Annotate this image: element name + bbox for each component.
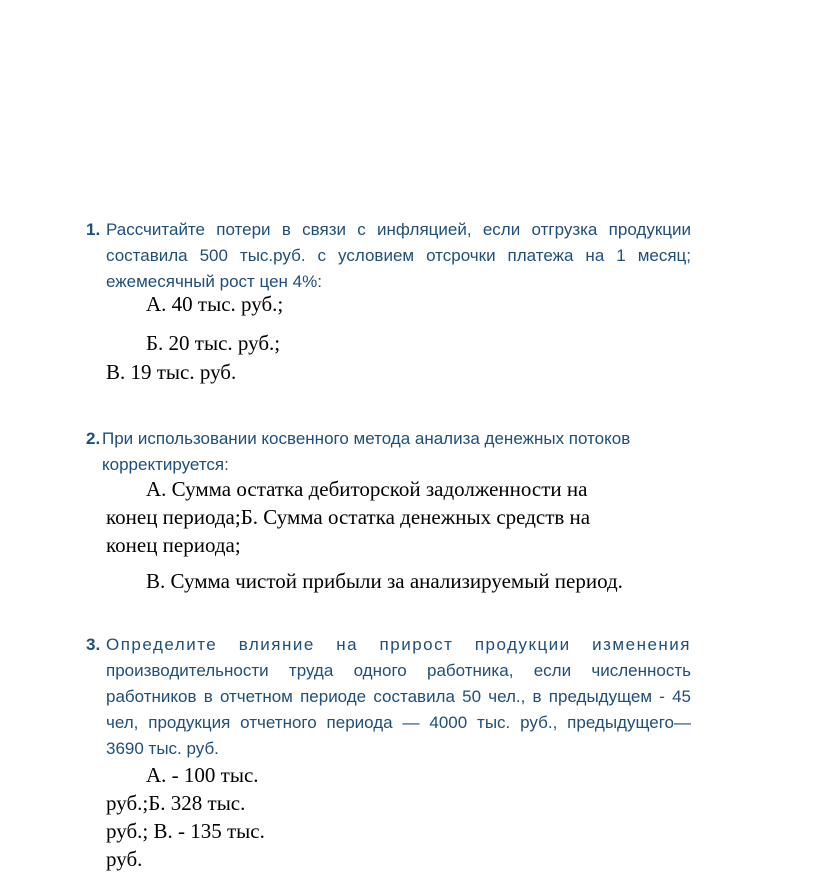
question-line: 3690 тыс. руб. <box>106 739 219 758</box>
answer-option-a: А. - 100 тыс. <box>146 763 259 787</box>
question-number: 1. <box>86 220 101 239</box>
question-text <box>106 217 691 295</box>
question-text <box>106 632 691 762</box>
answer-option-b: Б. 20 тыс. руб.; <box>146 331 281 355</box>
answer-option-c: В. 19 тыс. руб. <box>106 360 237 384</box>
question-line: ежемесячный рост цен 4%: <box>106 272 322 291</box>
question-number: 3. <box>86 635 101 654</box>
answer-continuation: руб. <box>106 847 143 871</box>
question-line: Рассчитайте потери в связи с инфляцией, если отгрузка продукции <box>106 220 691 239</box>
question-line: При использовании косвенного метода анализа денежных потоков <box>102 429 631 448</box>
answer-option-a: А. Сумма остатка дебиторской задолженности на <box>146 477 588 501</box>
question-3 <box>86 632 691 762</box>
answer-option-c: руб.; В. - 135 тыс. <box>106 819 265 843</box>
answer-option-c: В. Сумма чистой прибыли за анализируемый период. <box>146 569 623 593</box>
question-line: работников в отчетном периоде составила 50 чел., в предыдущем - 45 <box>106 687 691 706</box>
question-line: производительности труда одного работника, если численность <box>106 661 691 680</box>
question-number: 2. <box>86 429 101 448</box>
question-line: корректируется: <box>102 455 229 474</box>
question-line: составила 500 тыс.руб. с условием отсрочки платежа на 1 месяц; <box>106 246 691 265</box>
question-1 <box>86 217 691 295</box>
question-line: Определите влияние на прирост продукции изменения <box>106 635 691 654</box>
answer-option-a: А. 40 тыс. руб.; <box>146 292 284 316</box>
answer-option-b: конец периода;Б. Сумма остатка денежных средств на <box>106 505 591 529</box>
answer-option-b: руб.;Б. 328 тыс. <box>106 791 246 815</box>
answer-continuation: конец периода; <box>106 533 241 557</box>
question-line: чел, продукция отчетного периода — 4000 тыс. руб., предыдущего— <box>106 713 691 732</box>
question-text <box>102 426 691 478</box>
question-2 <box>86 426 691 478</box>
